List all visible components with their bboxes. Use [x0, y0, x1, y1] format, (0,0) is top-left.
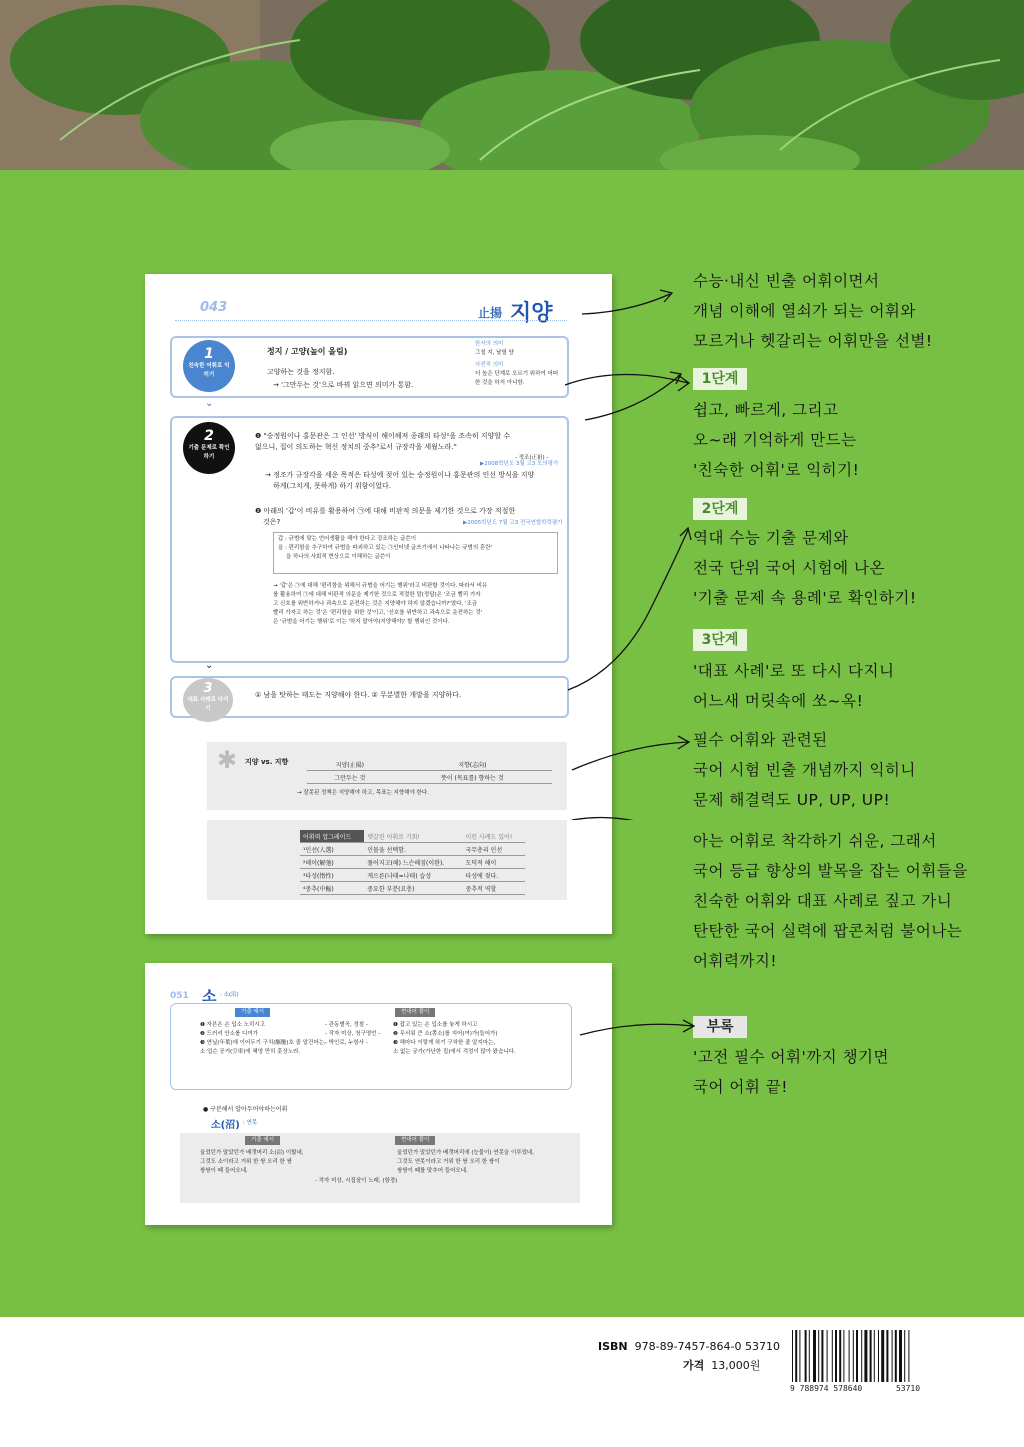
appendix-right-line-4: 소 없는 궁가(가난한 집)에서 걱정이 많아 왔습니다.	[393, 1049, 516, 1055]
step3-badge	[183, 678, 233, 722]
appendix-left-tag: 기출 예시	[235, 1008, 270, 1017]
arrow-step1	[560, 195, 700, 395]
step1-badge-number: 1	[204, 346, 214, 362]
extra1-line-2: 국어 시험 빈출 개념까지 익히니	[693, 761, 916, 779]
extra2-line-2: 국어 등급 향상의 발목을 잡는 어휘들을	[693, 862, 968, 880]
distinguish-right-text	[397, 1149, 587, 1176]
vocab-head1: 어휘력 업그레이드	[300, 830, 364, 843]
chevron-down-icon: ⌄	[205, 660, 214, 671]
barcode-bar	[843, 1330, 844, 1382]
isbn-line	[598, 1340, 780, 1353]
entry-word: 지양	[510, 301, 553, 326]
intro-line-2: 개념 이해에 열쇠가 되는 어휘와	[693, 302, 916, 320]
vocab-head3: 이런 사례도 있어!	[462, 830, 525, 843]
distinguish-right-line-3: 쌍쌍이 떼를 맞추어 들어오네.	[397, 1168, 468, 1174]
appendix-left-line-3: ❸ 연닢(年葉)애 이어두기 구치(驅馳)호 줄 알건마는,	[200, 1040, 326, 1046]
compare-row2: 뜻이 (목표를) 향하는 것	[393, 771, 552, 784]
barcode-bar	[874, 1330, 875, 1382]
step2-note	[693, 523, 917, 613]
barcode-bar	[892, 1330, 893, 1382]
question1-explanation	[265, 470, 555, 492]
arrow-appendix	[575, 1010, 700, 1050]
distinguish-left-tag: 기출 예시	[245, 1136, 280, 1145]
step2-note-line-1: 역대 수능 기출 문제와	[693, 529, 849, 547]
sample-page-043	[145, 274, 612, 934]
step1-head: 정지 / 고양(높이 올림)	[267, 347, 348, 356]
barcode-bar	[886, 1330, 888, 1382]
step2-badge	[183, 422, 235, 474]
distinguish-left-line-2: 그것도 소이라고 거위 한 쌍 오리 한 쌍	[200, 1159, 292, 1165]
vocab-row	[300, 869, 525, 882]
distinguish-left-line-1: 울었던가 말았던가 배갯머리 소(沼) 이뤘네,	[200, 1150, 304, 1156]
extra2-line-4: 탄탄한 국어 실력에 팝콘처럼 불어나는	[693, 922, 963, 940]
vocab-cell: 인물을 선택함.	[364, 843, 462, 856]
step3-badge-number: 3	[203, 681, 213, 696]
distinguish-head: ● 구분해서 알아두어야하는어휘	[203, 1106, 288, 1113]
step1-line1: 고양하는 것을 정지함.	[267, 368, 335, 376]
distinguish-word: 소(沼)	[211, 1120, 240, 1131]
intro-line-1: 수능·내신 빈출 어휘이면서	[693, 272, 880, 290]
appendix-left-line-4: 소 업슨 공거(空車)에 혜영 만히 홋상노라.	[200, 1049, 301, 1055]
step1-note-line-1: 쉽고, 빠르게, 그리고	[693, 401, 839, 419]
question1-line2: 없으니, 집이 의도하는 혁신 정치의 중추³로서 규장각을 세웠노라."	[255, 443, 457, 451]
barcode-bar	[856, 1330, 858, 1382]
vocab-cell: 도덕적 해이	[462, 856, 525, 869]
appendix-right-line-2: ❷ 무서워 큰 소(쫑소)를 지어(여)가(들어가)	[393, 1031, 498, 1037]
question2-box-line3: 을 하나의 사회적 현상으로 이해하는 글쓴이	[286, 554, 391, 560]
question1-exp-line2: 하게(그치게, 못하게) 하기 위함이었다.	[273, 482, 392, 490]
distinguish-right-tag: 현대어 풀이	[395, 1136, 435, 1145]
question1-line1: ❶ "승정원이나 홍문관은 그 인선' 방식이 해이해져 종래의 타성²을 조속히 지양할 수	[255, 432, 511, 440]
step3-note-line-2: 어느새 머릿속에 쏘~옥!	[693, 692, 864, 710]
distinguish-left-text	[200, 1149, 390, 1176]
vocab-cell: ²해이(解弛)	[300, 856, 364, 869]
appendix-tag: 부록	[693, 1016, 747, 1038]
step3-tag: 3단계	[693, 629, 747, 651]
step2-tag: 2단계	[693, 498, 747, 520]
appendix-left-line-2: ❷ 드러셔 안소롤 디여가	[200, 1031, 258, 1037]
sample-page-051	[145, 963, 612, 1225]
barcode-bar	[849, 1330, 850, 1382]
extra1-line-1: 필수 어휘와 관련된	[693, 731, 828, 749]
appendix-left-sources	[325, 1021, 385, 1048]
step2-note-line-3: '기출 문제 속 용례'로 확인하기!	[693, 589, 917, 607]
price-label: 가격	[683, 1359, 705, 1372]
barcode-bar	[861, 1330, 862, 1382]
appendix-left-src-line-3: - 박인로, 누항사 -	[325, 1040, 368, 1046]
barcode-bar	[878, 1330, 879, 1382]
step2-note-line-2: 전국 단위 국어 시험에 나온	[693, 559, 885, 577]
appendix-right-line-1: ❶ 잡고 있는 손 입소를 놓게 하시고	[393, 1022, 478, 1028]
step3-note	[693, 656, 894, 716]
vocab-cell: 중요한 부분(요충)	[364, 882, 462, 895]
barcode	[790, 1330, 990, 1385]
barcode-bar	[908, 1330, 909, 1382]
intro-note	[693, 266, 933, 356]
entry-hanja: 止揚	[478, 306, 503, 320]
barcode-bar	[813, 1330, 816, 1382]
extra-note2	[693, 826, 968, 976]
compare-col1: 지양(止揚)	[307, 758, 393, 771]
price-line	[683, 1357, 760, 1373]
barcode-bar	[805, 1330, 807, 1382]
chevron-down-icon: ⌄	[205, 398, 214, 409]
appendix-note-line-1: '고전 필수 어휘'까지 챙기면	[693, 1048, 890, 1066]
appendix-left-line-1: ❶ 자븐온 손 입소 노히시고	[200, 1022, 266, 1028]
question2-box	[273, 532, 558, 574]
step1-tag: 1단계	[693, 368, 747, 390]
vocab-row	[300, 882, 525, 895]
asterisk-icon: ✱	[217, 746, 238, 774]
barcode-bar	[899, 1330, 902, 1382]
question1-exp-line1: → 정조가 규장각을 세운 목적은 타성에 젖어 있는 승정원이나 홍문관의 인선 방식을 지양	[265, 471, 535, 479]
q2-exp-line-3: 고 신호를 위반하거나 과속으로 운전하는 것은 지양해야 하지 않겠습니까?'였다. '조금	[273, 601, 478, 607]
step2-badge-number: 2	[204, 428, 214, 444]
barcode-bar	[853, 1330, 854, 1382]
spinach-photo	[0, 0, 1024, 170]
barcode-digits: 9 788974 578640 53710	[790, 1384, 921, 1393]
vocab-cell: 게으른(나태=나태) 습성	[364, 869, 462, 882]
question2-box-line1: 갑 : 규범에 맞는 언어생활을 해야 한다고 강조하는 글쓴이	[278, 536, 417, 542]
step1-badge	[183, 340, 235, 392]
barcode-bar	[839, 1330, 841, 1382]
step1-badge-text: 친숙한 어휘로 익히기	[188, 363, 230, 378]
spinach-leaves-image	[0, 0, 1024, 170]
appendix-entry-sub: : 소(沼)	[220, 992, 239, 998]
barcode-bar	[827, 1330, 828, 1382]
intro-line-3: 모르거나 헷갈리는 어휘만을 선별!	[693, 332, 933, 350]
distinguish-left-line-3: 쌍쌍이 떼 들어오네.	[200, 1168, 248, 1174]
step3-examples: ① 남을 탓하는 태도는 지양해야 한다. ② 무분별한 개발을 지양하다.	[255, 691, 462, 699]
compare-note: → 잘못된 정책은 지양해야 하고, 목표는 지향해야 한다.	[297, 790, 429, 796]
barcode-bar	[795, 1330, 797, 1382]
isbn-value: 978-89-7457-864-0 53710	[634, 1340, 780, 1353]
question2-source: ▶2005학년도 7월 고3 전국연합학력평가	[463, 520, 563, 526]
appendix-note-line-2: 국어 어휘 끝!	[693, 1078, 788, 1096]
barcode-bar	[821, 1330, 823, 1382]
barcode-bar	[864, 1330, 867, 1382]
question2-explanation	[273, 582, 558, 627]
appendix-right-tag: 현대어 풀이	[395, 1008, 435, 1017]
barcode-bar	[881, 1330, 884, 1382]
distinguish-right-line-1: 울었던가 말았던가 베갯머리에 (눈물이) 연못을 이루었네,	[397, 1150, 534, 1156]
vocab-head2: 헷갈린 어휘로 기회!	[364, 830, 462, 843]
appendix-note	[693, 1042, 889, 1102]
appendix-entry-number: 051	[170, 991, 189, 1001]
barcode-bar	[870, 1330, 872, 1382]
compare-table	[307, 758, 552, 784]
hanja-meaning-value: 그칠 지, 날릴 양	[475, 350, 514, 356]
compare-col2: 지향(志向)	[393, 758, 552, 771]
vocab-row	[300, 843, 525, 856]
question2-line1: ❷ 아래의 '갑'이 비유를 활용하여 ㉠에 대해 비판적 의문을 제기한 것으로 가장 적절한	[255, 507, 516, 515]
step1-note-line-2: 오~래 기억하게 만드는	[693, 431, 857, 449]
vocab-cell: 풀어지고(해) 느슨해짐(이완).	[364, 856, 462, 869]
title-divider	[175, 320, 567, 321]
extra2-line-3: 친숙한 어휘와 대표 사례로 짚고 가니	[693, 892, 953, 910]
appendix-left-src-line-1: - 관동별곡, 정철 -	[325, 1022, 368, 1028]
barcode-bar	[895, 1330, 897, 1382]
extra-note1	[693, 725, 916, 815]
vocab-cell: ³타성(惰性)	[300, 869, 364, 882]
barcode-bar	[818, 1330, 819, 1382]
vocab-cell: 국무총리 인선	[462, 843, 525, 856]
distinguish-sub: : 연못	[243, 1120, 258, 1126]
distinguish-left-source: - 작자 미상, 시집살이 노래, (함경)	[315, 1178, 398, 1184]
entry-number: 043	[200, 300, 228, 315]
q2-exp-line-2: 를 활용하여 ㉠에 대해 비판적 의문을 제기한 것으로 적절한 말(정답)은 '조금 빨리 가자	[273, 592, 481, 598]
step1-line2: → '그만두는 것'으로 바꿔 읽으면 의미가 통함.	[273, 381, 414, 389]
dictionary-meaning-value: 더 높은 단계로 오르기 위하여 어떠한 것을 하지 아니함.	[475, 371, 559, 386]
barcode-bar	[832, 1330, 833, 1382]
q2-exp-line-1: → '갑'은 ㉠에 대해 '편리함을 위해서 규범을 어기는 행위'라고 비판할 것이다. 따라서 비유	[273, 583, 488, 589]
arrow-extras	[560, 700, 700, 820]
vocab-cell: 타성에 젖다.	[462, 869, 525, 882]
appendix-right-line-3: ❸ 해마다 이렇게 하기 구차한 줄 알지마는,	[393, 1040, 496, 1046]
extra1-line-3: 문제 해결력도 UP, UP, UP!	[693, 791, 891, 809]
question1-source: ▶2008학년도 3월 고3 모의평가	[480, 461, 559, 467]
question1-author: - 정조(正祖) -	[515, 455, 549, 461]
barcode-bar	[792, 1330, 793, 1382]
price-value: 13,000원	[711, 1359, 761, 1372]
question1	[255, 431, 555, 453]
isbn-label: ISBN	[598, 1340, 628, 1353]
step3-note-line-1: '대표 사례'로 또 다시 다지니	[693, 662, 895, 680]
vocab-cell: ¹인선(人選)	[300, 843, 364, 856]
vocab-row	[300, 856, 525, 869]
q2-exp-line-4: 빨리 가자고 하는 것'은 '편리함을 위한 것'이고, '신호를 위반하고 과속으로 운전하는 것'	[273, 610, 483, 616]
vocab-table	[300, 830, 525, 895]
appendix-right-text	[393, 1021, 568, 1057]
barcode-bar	[904, 1330, 905, 1382]
dictionary-meaning-label: 사전적 의미	[475, 362, 504, 368]
q2-exp-line-5: 은 '규범을 어기는 행위'로 이는 '하지 말아야(지양해야)' 할 행위인 것이다.	[273, 619, 450, 625]
question2-line2: 것은?	[263, 518, 281, 526]
extra2-line-5: 어휘력까지!	[693, 952, 778, 970]
hanja-meaning-label: 한자의 의미	[475, 341, 504, 347]
barcode-bar	[835, 1330, 837, 1382]
distinguish-right-line-2: 그것도 연못이라고 거위 한 쌍 오리 한 쌍이	[397, 1159, 500, 1165]
question2-box-line2: 을 : 편리함을 추구하여 규범을 파괴하고 있는 ㉠인터넷 글쓰기에서 나타나는 규범의 혼란'	[278, 545, 493, 551]
compare-title: 지양 vs. 지향	[245, 758, 289, 766]
step1-note-line-3: '친숙한 어휘'로 익히기!	[693, 461, 860, 479]
barcode-bar	[809, 1330, 810, 1382]
step1-side	[475, 340, 560, 388]
appendix-left-src-line-2: - 작자 미상, 청구영언 -	[325, 1031, 381, 1037]
vocab-cell: ⁴중추(中樞)	[300, 882, 364, 895]
barcode-bar	[799, 1330, 800, 1382]
appendix-entry-word: 소	[202, 987, 217, 1005]
vocab-cell: 중추적 역할	[462, 882, 525, 895]
step1-note	[693, 395, 859, 485]
extra2-line-1: 아는 어휘로 착각하기 쉬운, 그래서	[693, 832, 937, 850]
compare-row1: 그만두는 것	[307, 771, 393, 784]
step2-badge-text: 기출 문제로 확인하기	[188, 445, 230, 460]
step3-badge-text: 대표 사례로 다지기	[187, 697, 229, 712]
